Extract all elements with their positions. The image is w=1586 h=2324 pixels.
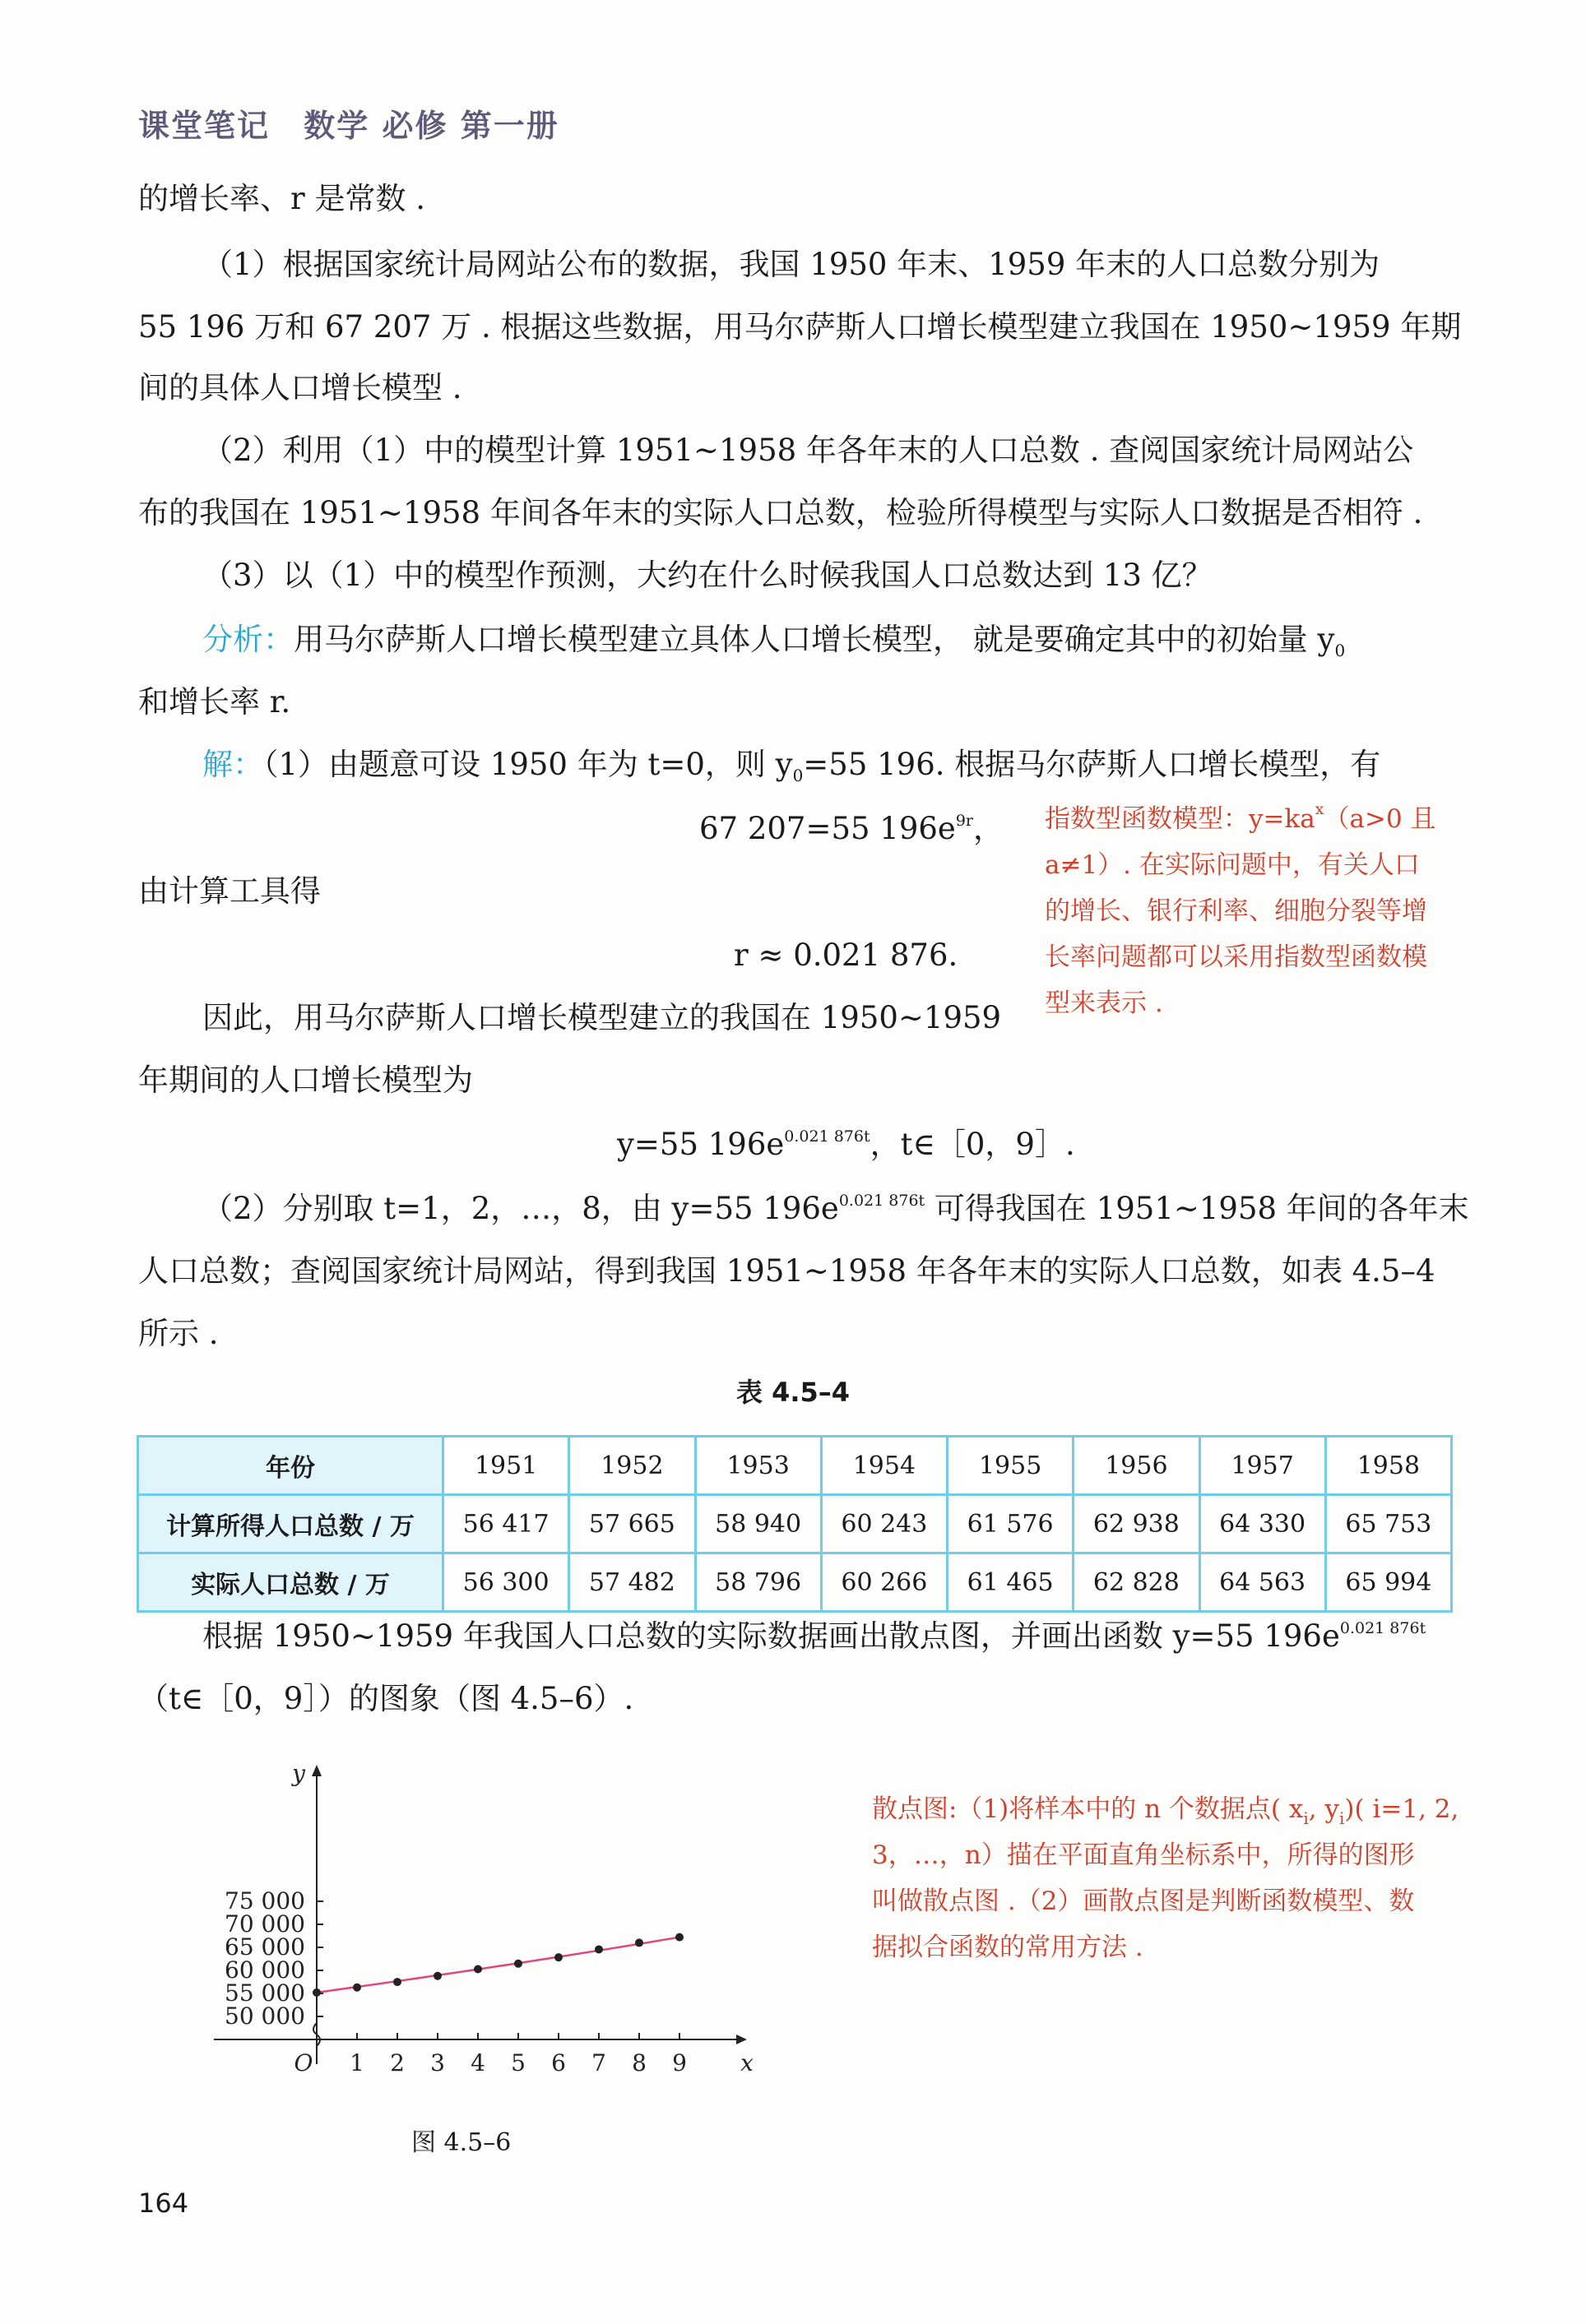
x-tick-label: 4	[471, 2049, 485, 2076]
model-curve	[317, 1937, 679, 1993]
y-tick-label: 65 000	[225, 1933, 305, 1961]
data-point	[595, 1945, 603, 1953]
y-tick-label: 60 000	[225, 1956, 305, 1984]
data-point	[554, 1953, 563, 1961]
solution-label: 解：	[202, 747, 263, 782]
equation-2: r ≈ 0.021 876.	[734, 937, 958, 973]
x-axis-arrow	[736, 2035, 747, 2044]
text-line: 的增长率、r 是常数 .	[138, 181, 425, 216]
x-tick-label: 5	[511, 2049, 526, 2076]
side-note-scatter: 散点图:（1)将样本中的 n 个数据点( $x_i$, $y_i$)( i=1, 2, 3，…，n）描在平面直角坐标系中，所得的图形 叫做散点图 .（2）画散点图是判断函数模型、数 据拟合函数的常用方法 .	[872, 1794, 1459, 1962]
analysis-label: 分析：	[202, 622, 294, 657]
text-line: 年期间的人口增长模型为	[138, 1062, 473, 1098]
row-header: 年份	[138, 1437, 443, 1495]
question-3-line: （3）以（1）中的模型作预测，大约在什么时候我国人口总数达到 13 亿？	[202, 558, 1213, 593]
data-point	[393, 1978, 401, 1986]
question-2-line: 布的我国在 1951~1958 年间各年末的实际人口总数，检验所得模型与实际人口数据是否相符 .	[138, 495, 1423, 530]
book-title: 课堂笔记	[138, 108, 271, 144]
y-axis-label: y	[292, 1760, 305, 1787]
x-tick-label: 6	[551, 2049, 566, 2076]
part-2-line: 所示 .	[138, 1316, 219, 1351]
question-1-line: （1）根据国家统计局网站公布的数据，我国 1950 年末、1959 年末的人口总数分别为	[202, 247, 1380, 282]
population-table	[137, 1435, 1453, 1613]
question-1-line: 55 196 万和 67 207 万 . 根据这些数据，用马尔萨斯人口增长模型建立我国在 1950~1959 年期	[138, 309, 1462, 345]
figure-caption: 图 4.5–6	[411, 2128, 512, 2157]
table-row: 计算所得人口总数 / 万 56 417 57 665 58 940 60 243 61 576 62 938 64 330 65 753	[138, 1495, 1452, 1553]
table-caption: 表 4.5–4	[735, 1377, 851, 1408]
data-point	[313, 1988, 321, 1997]
y-tick-label: 55 000	[225, 1979, 305, 2007]
page-number: 164	[138, 2187, 189, 2219]
y-axis-arrow	[312, 1765, 322, 1776]
row-header: 实际人口总数 / 万	[138, 1553, 443, 1612]
table-row: 年份 1951 1952 1953 1954 1955 1956 1957 1958	[138, 1437, 1452, 1495]
question-1-line: 间的具体人口增长模型 .	[138, 370, 462, 405]
data-point	[514, 1960, 522, 1968]
y-tick-label: 75 000	[225, 1887, 305, 1914]
data-point	[474, 1965, 482, 1974]
x-tick-label: 3	[430, 2049, 445, 2076]
analysis-line: 和增长率 r.	[138, 684, 291, 720]
x-tick-label: 7	[591, 2049, 606, 2076]
x-tick-label: 2	[390, 2049, 405, 2076]
running-header	[138, 100, 581, 146]
text-line: 由计算工具得	[138, 873, 321, 909]
y-tick-label: 70 000	[225, 1910, 305, 1937]
text-line: 根据 1950~1959 年我国人口总数的实际数据画出散点图，并画出函数 y=55 $196e^{0.021 876t}$	[202, 1618, 1426, 1654]
equation-1: 67 207=55 $196e^{9r}$，	[699, 811, 1004, 846]
table-row: 实际人口总数 / 万 56 300 57 482 58 796 60 266 61 465 62 828 64 563 65 994	[138, 1553, 1452, 1612]
text-line: （t∈［0，9］）的图象（图 4.5–6）.	[138, 1681, 634, 1716]
solution-line: 解：（1）由题意可设 1950 年为 t=0，则 $y_0=55$ 196. 根据马尔萨斯人口增长模型，有	[202, 747, 1381, 785]
data-point	[635, 1938, 643, 1947]
part-2-line: 人口总数；查阅国家统计局网站，得到我国 1951~1958 年各年末的实际人口总数，如表 4.5–4	[138, 1253, 1435, 1289]
question-2-line: （2）利用（1）中的模型计算 1951~1958 年各年末的人口总数 . 查阅国家统计局网站公	[202, 433, 1414, 468]
origin-label: O	[294, 2049, 313, 2076]
text-line: 因此，用马尔萨斯人口增长模型建立的我国在 1950~1959	[202, 1000, 1002, 1035]
y-tick-label: 50 000	[225, 2002, 305, 2030]
x-tick-label: 9	[672, 2049, 687, 2076]
data-point	[675, 1933, 684, 1942]
analysis-line: 分析：用马尔萨斯人口增长模型建立具体人口增长模型， 就是要确定其中的初始量 $y_0$	[202, 622, 1346, 660]
scatter-plot	[197, 1752, 790, 2138]
data-point	[434, 1972, 442, 1980]
data-point	[353, 1984, 361, 1992]
subject-title: 数学 必修 第一册	[304, 108, 559, 144]
row-header: 计算所得人口总数 / 万	[138, 1495, 443, 1553]
part-2-line: （2）分别取 t=1，2，…，8，由 y=55 $196e^{0.021 876t}$ 可得我国在 1951~1958 年间的各年末	[202, 1191, 1469, 1226]
x-axis-label: x	[740, 2049, 754, 2076]
side-note-exponential: 指数型函数模型：$y=ka^x(a>0$ 且 a≠1）. 在实际问题中，有关人口 的增长、银行利率、细胞分裂等增 长率问题都可以采用指数型函数模 型来表示 .	[1045, 800, 1436, 1018]
x-tick-label: 8	[632, 2049, 647, 2076]
x-tick-label: 1	[350, 2049, 364, 2076]
equation-3: y=55 $196e^{0.021 876t}$，t∈［0，9］.	[617, 1127, 1075, 1162]
